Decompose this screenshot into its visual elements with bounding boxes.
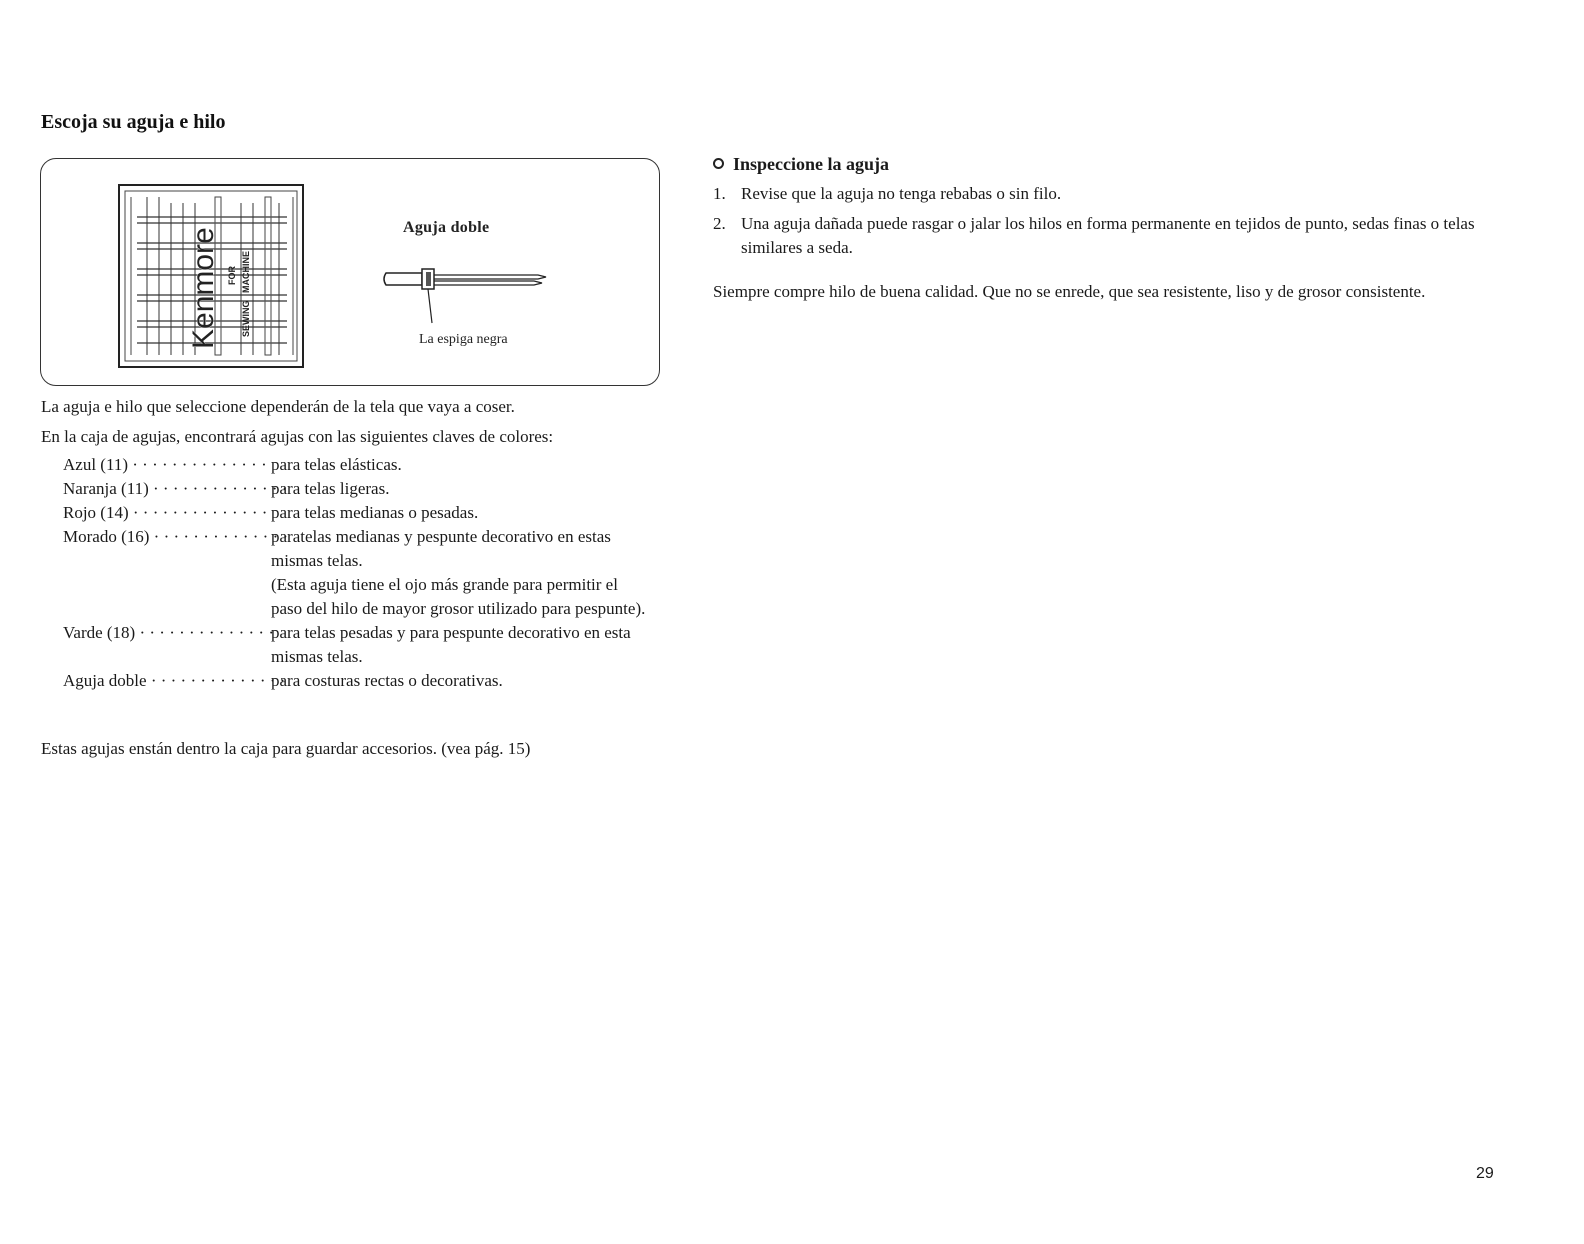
- inspect-needle-heading: [713, 152, 1483, 176]
- case-label-machine: MACHINE: [241, 251, 251, 293]
- case-label-for: FOR: [227, 266, 237, 285]
- storage-note: Estas agujas enstán dentro la caja para guardar accesorios. (vea pág. 15): [41, 739, 531, 758]
- case-brand-text: Kenmore: [187, 227, 220, 349]
- step-text: Revise que la aguja no tenga rebabas o sin filo.: [741, 184, 1062, 203]
- list-item: [713, 212, 1483, 260]
- needle-color: Rojo (14): [63, 503, 129, 522]
- needle-use: para telas ligeras.: [271, 479, 390, 498]
- needle-color: Morado (16): [63, 527, 150, 546]
- list-item: Azul (11) · · · · · · · · · · · · · · para telas elásticas.: [41, 453, 681, 477]
- twin-needle-illustration: [366, 217, 556, 327]
- list-item: [713, 182, 1483, 206]
- step-number: 1.: [713, 184, 726, 203]
- needle-note: (Esta aguja tiene el ojo más grande para permitir el paso del hilo de mayor grosor utilizado para pespunte).: [271, 575, 646, 618]
- needle-use: paratelas medianas y pespunte decorativo en estas mismas telas.: [271, 527, 611, 570]
- bullet-icon: [713, 158, 724, 169]
- needle-case-illustration: [117, 183, 307, 369]
- step-text: Una aguja dañada puede rasgar o jalar los hilos en forma permanente en tejidos de punto, sedas finas o telas similares a seda.: [741, 214, 1475, 257]
- list-item: Rojo (14) · · · · · · · · · · · · · · para telas medianas o pesadas.: [41, 501, 681, 525]
- needle-use: para telas elásticas.: [271, 455, 402, 474]
- needle-color-table: [41, 453, 681, 693]
- list-item: Aguja doble · · · · · · · · · · · · · · para costuras rectas o decorativas.: [41, 669, 681, 693]
- needle-color: Azul (11): [63, 455, 128, 474]
- heading-text: Inspeccione la aguja: [733, 154, 890, 174]
- page-title: Escoja su aguja e hilo: [41, 111, 226, 133]
- needle-use: para costuras rectas o decorativas.: [271, 671, 503, 690]
- intro-paragraph: La aguja e hilo que seleccione dependerán de la tela que vaya a coser.: [41, 397, 515, 416]
- list-item: Morado (16) · · · · · · · · · · · · · · paratelas medianas y pespunte decorativo en estas mismas telas. (Esta aguja tiene el ojo más grande para permitir el paso del hilo de mayor grosor utilizado para pespunte).: [41, 525, 681, 621]
- right-column: [713, 152, 1483, 321]
- case-label-sewing: SEWING: [241, 300, 251, 337]
- needle-use: para telas pesadas y para pespunte decorativo en esta mismas telas.: [271, 623, 631, 666]
- black-shank-label: La espiga negra: [419, 332, 508, 347]
- needle-color: Aguja doble: [63, 671, 147, 690]
- list-item: Varde (18) · · · · · · · · · · · · · · para telas pesadas y para pespunte decorativo en esta mismas telas.: [41, 621, 681, 669]
- page-number: 29: [1476, 1165, 1494, 1182]
- twin-needle-label: Aguja doble: [403, 219, 490, 236]
- needle-color: Varde (18): [63, 623, 136, 642]
- needle-figure: [40, 158, 660, 386]
- needle-use: para telas medianas o pesadas.: [271, 503, 479, 522]
- color-code-paragraph: En la caja de agujas, encontrará agujas con las siguientes claves de colores:: [41, 427, 554, 446]
- left-column: [41, 395, 681, 693]
- step-number: 2.: [713, 214, 726, 233]
- list-item: Naranja (11) · · · · · · · · · · · · · · para telas ligeras.: [41, 477, 681, 501]
- needle-color: Naranja (11): [63, 479, 149, 498]
- thread-paragraph: Siempre compre hilo de buena calidad. Que no se enrede, que sea resistente, liso y de grosor consistente.: [713, 282, 1426, 301]
